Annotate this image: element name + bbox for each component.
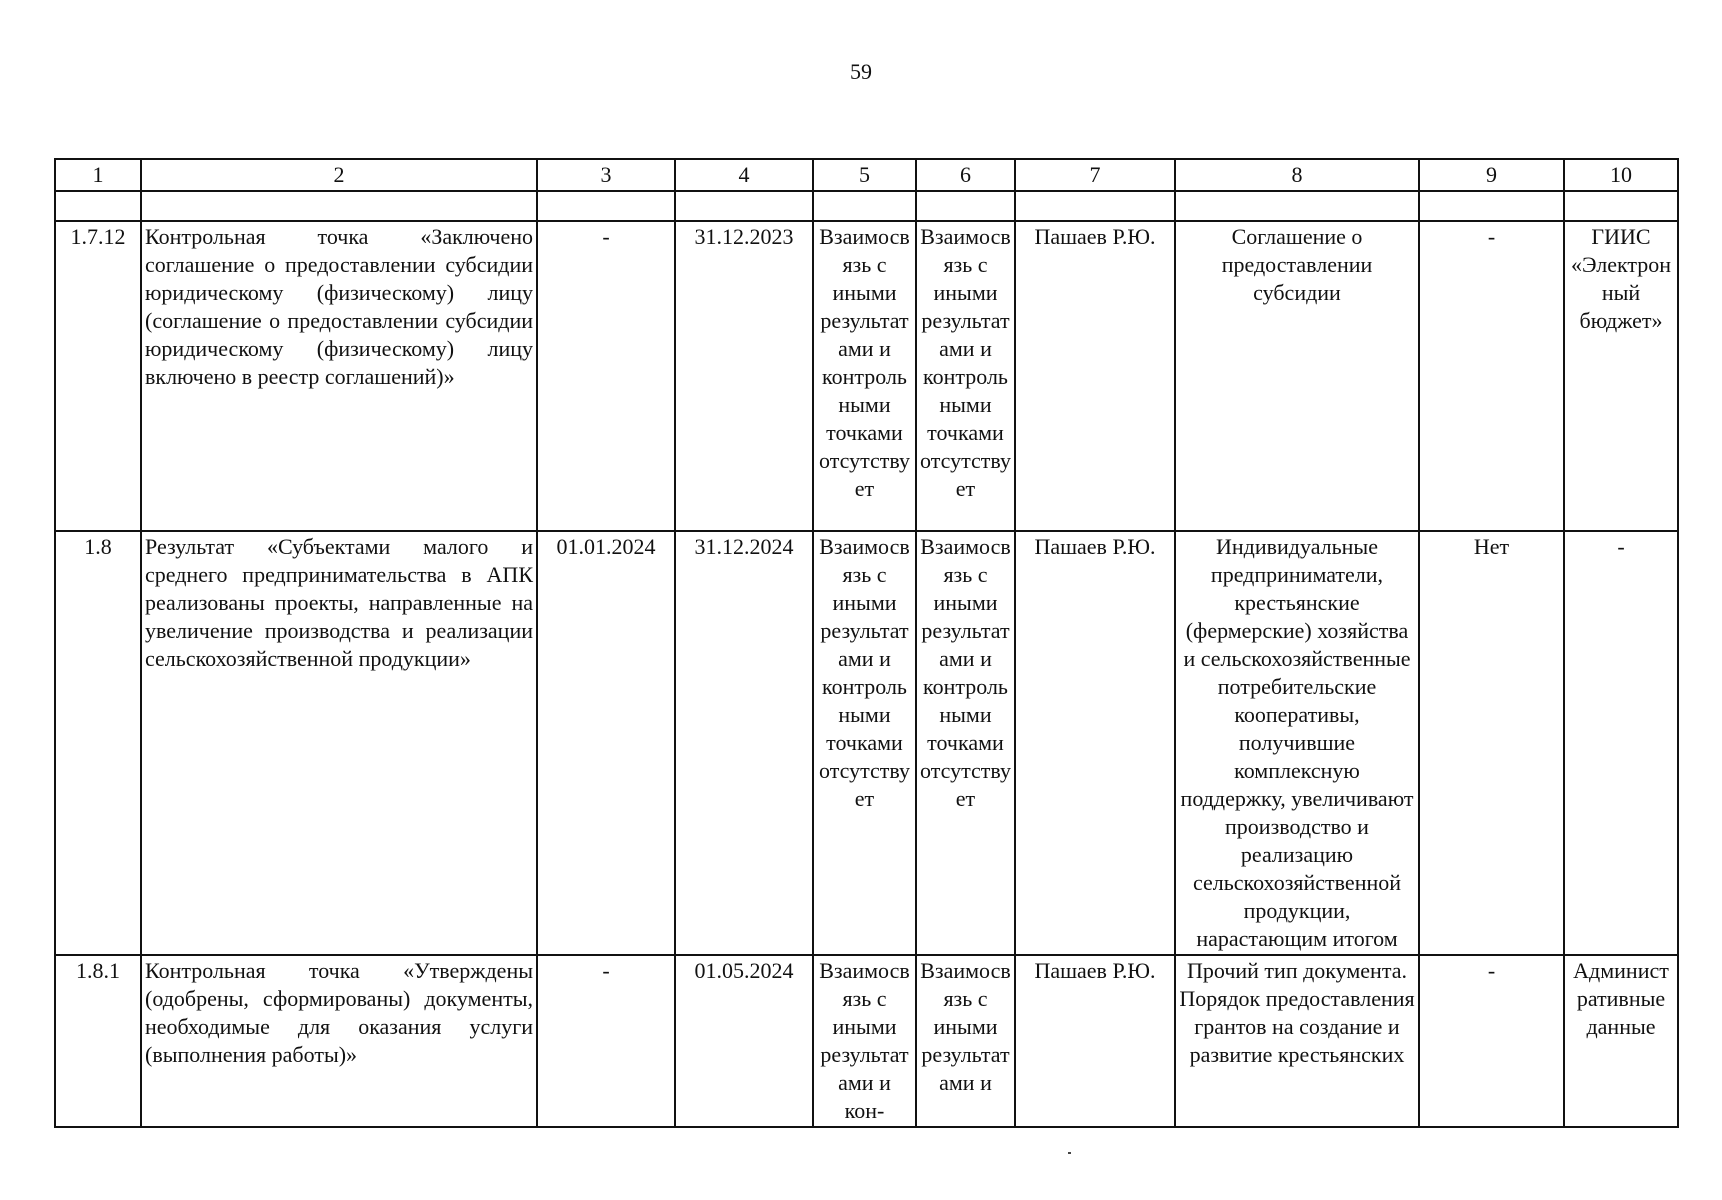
header-row: [55, 159, 1678, 191]
row-col8: Индивидуальные предприниматели, крестьянские (фермерские) хозяйства и сельскохозяйственные потребительские кооперативы, получившие комплексную поддержку, увеличивают производство и реализацию сельскохозяйственной продукции, нарастающим итогом: [1175, 531, 1419, 955]
header-cell-2: 2: [141, 159, 537, 191]
header-cell-9: 9: [1419, 159, 1564, 191]
row-col10: Административные данные: [1564, 955, 1678, 1127]
row-relation-6: Взаимосвязь с иными результатами и: [916, 955, 1015, 1127]
table-row: [55, 531, 1678, 955]
header-cell-8: 8: [1175, 159, 1419, 191]
row-col9: -: [1419, 955, 1564, 1127]
row-name: Контрольная точка «Утверждены (одобрены, сформированы) документы, необходимые для оказания услуги (выполнения работы)»: [141, 955, 537, 1127]
header-cell-10: 10: [1564, 159, 1678, 191]
row-name: Контрольная точка «Заключено соглашение о предоставлении субсидии юридическому (физическому) лицу (соглашение о предоставлении субсидии юридическому (физическому) лицу включено в реестр соглашений)»: [141, 221, 537, 531]
empty-row: [55, 191, 1678, 221]
header-cell-4: 4: [675, 159, 813, 191]
row-col8: Соглашение о предоставлении субсидии: [1175, 221, 1419, 531]
header-cell-7: 7: [1015, 159, 1175, 191]
header-cell-5: 5: [813, 159, 916, 191]
row-start-date: -: [537, 221, 675, 531]
row-number: 1.8: [55, 531, 141, 955]
row-col8: Прочий тип документа. Порядок предоставления грантов на создание и развитие крестьянских: [1175, 955, 1419, 1127]
row-responsible: Пашаев Р.Ю.: [1015, 955, 1175, 1127]
results-table: [54, 158, 1679, 1128]
row-relation-6: Взаимосвязь с иными результатами и контрольными точками отсутствует: [916, 531, 1015, 955]
row-end-date: 31.12.2023: [675, 221, 813, 531]
row-col9: -: [1419, 221, 1564, 531]
row-relation-6: Взаимосвязь с иными результатами и контрольными точками отсутствует: [916, 221, 1015, 531]
row-relation-5: Взаимосвязь с иными результатами и контрольными точками отсутствует: [813, 221, 916, 531]
table-row: [55, 221, 1678, 531]
header-cell-3: 3: [537, 159, 675, 191]
row-col9: Нет: [1419, 531, 1564, 955]
row-end-date: 01.05.2024: [675, 955, 813, 1127]
row-responsible: Пашаев Р.Ю.: [1015, 221, 1175, 531]
row-relation-5: Взаимосвязь с иными результатами и кон-: [813, 955, 916, 1127]
row-start-date: 01.01.2024: [537, 531, 675, 955]
row-col10: ГИИС «Электронный бюджет»: [1564, 221, 1678, 531]
row-relation-5: Взаимосвязь с иными результатами и контрольными точками отсутствует: [813, 531, 916, 955]
row-number: 1.8.1: [55, 955, 141, 1127]
page-number: 59: [850, 59, 872, 84]
scan-speck: [1068, 1152, 1071, 1154]
row-name: Результат «Субъектами малого и среднего предпринимательства в АПК реализованы проекты, направленные на увеличение производства и реализации сельскохозяйственной продукции»: [141, 531, 537, 955]
header-cell-1: 1: [55, 159, 141, 191]
row-responsible: Пашаев Р.Ю.: [1015, 531, 1175, 955]
header-cell-6: 6: [916, 159, 1015, 191]
row-number: 1.7.12: [55, 221, 141, 531]
row-start-date: -: [537, 955, 675, 1127]
table-row: [55, 955, 1678, 1127]
row-col10: -: [1564, 531, 1678, 955]
row-end-date: 31.12.2024: [675, 531, 813, 955]
